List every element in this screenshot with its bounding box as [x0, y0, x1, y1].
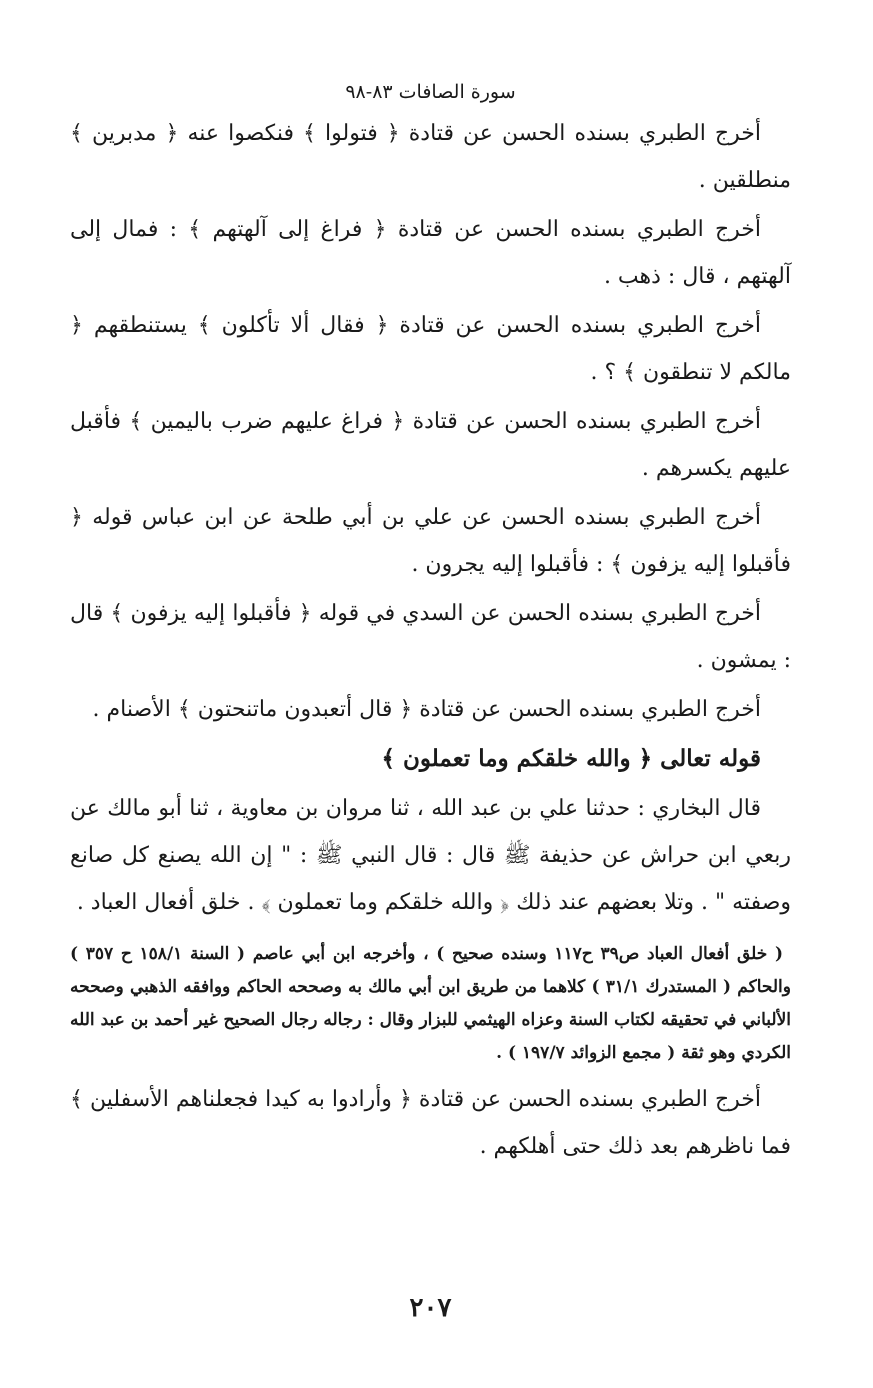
- paragraph-7: أخرج الطبري بسنده الحسن عن قتادة ﴿ قال أتعبدون ماتنحتون ﴾ الأصنام .: [92, 697, 761, 722]
- paragraph-3: أخرج الطبري بسنده الحسن عن قتادة ﴿ فقال ألا تأكلون ﴾ يستنطقهم ﴿ مالكم لا تنطقون ﴾ ؟ .: [70, 313, 791, 385]
- section-heading: قوله تعالى ﴿ والله خلقكم وما تعملون ﴾: [381, 745, 761, 772]
- page-number: ٢٠٧: [409, 1293, 452, 1323]
- paragraph-6: أخرج الطبري بسنده الحسن عن السدي في قوله ﴿ فأقبلوا إليه يزفون ﴾ قال : يمشون .: [70, 601, 791, 673]
- paragraph-4: أخرج الطبري بسنده الحسن عن قتادة ﴿ فراغ عليهم ضرب باليمين ﴾ فأقبل عليهم يكسرهم .: [70, 409, 791, 481]
- final-paragraph: أخرج الطبري بسنده الحسن عن قتادة ﴿ وأرادوا به كيدا فجعلناهم الأسفلين ﴾ فما ناظرهم بعد ذلك حتى أهلكهم .: [70, 1087, 791, 1159]
- running-header: سورة الصافات ٨٣-٩٨: [345, 81, 516, 103]
- takhrij-note: ( خلق أفعال العباد ص٣٩ ح١١٧ وسنده صحيح ) ، وأخرجه ابن أبي عاصم ( السنة ١٥٨/١ ح ٣٥٧ ) والحاكم ( المستدرك ٣١/١ ) كلاهما من طريق ابن أبي مالك به وصححه الحاكم ووافقه الذهبي وصححه الألباني في تحقيقه لكتاب السنة وعزاه الهيثمي للبزار وقال : رجاله رجال الصحيح غير أحمد بن عبد الله الكردي وهو ثقة ( مجمع الزوائد ١٩٧/٧ ) .: [70, 944, 791, 1063]
- book-page: [70, 78, 791, 1388]
- bukhari-paragraph: قال البخاري : حدثنا علي بن عبد الله ، ثنا مروان بن معاوية ، ثنا أبو مالك عن ربعي ابن حراش عن حذيفة ﷺ قال : قال النبي ﷺ : " إن الله يصنع كل صانع وصفته " . وتلا بعضهم عند ذلك ﴿ والله خلقكم وما تعملون ﴾ . خلق أفعال العباد .: [70, 796, 791, 915]
- paragraph-2: أخرج الطبري بسنده الحسن عن قتادة ﴿ فراغ إلى آلهتهم ﴾ : فمال إلى آلهتهم ، قال : ذهب .: [70, 217, 791, 289]
- paragraph-1: أخرج الطبري بسنده الحسن عن قتادة ﴿ فتولوا ﴾ فنكصوا عنه ﴿ مدبرين ﴾ منطلقين .: [70, 121, 791, 193]
- paragraph-5: أخرج الطبري بسنده الحسن عن علي بن أبي طلحة عن ابن عباس قوله ﴿ فأقبلوا إليه يزفون ﴾ : فأقبلوا إليه يجرون .: [70, 505, 791, 577]
